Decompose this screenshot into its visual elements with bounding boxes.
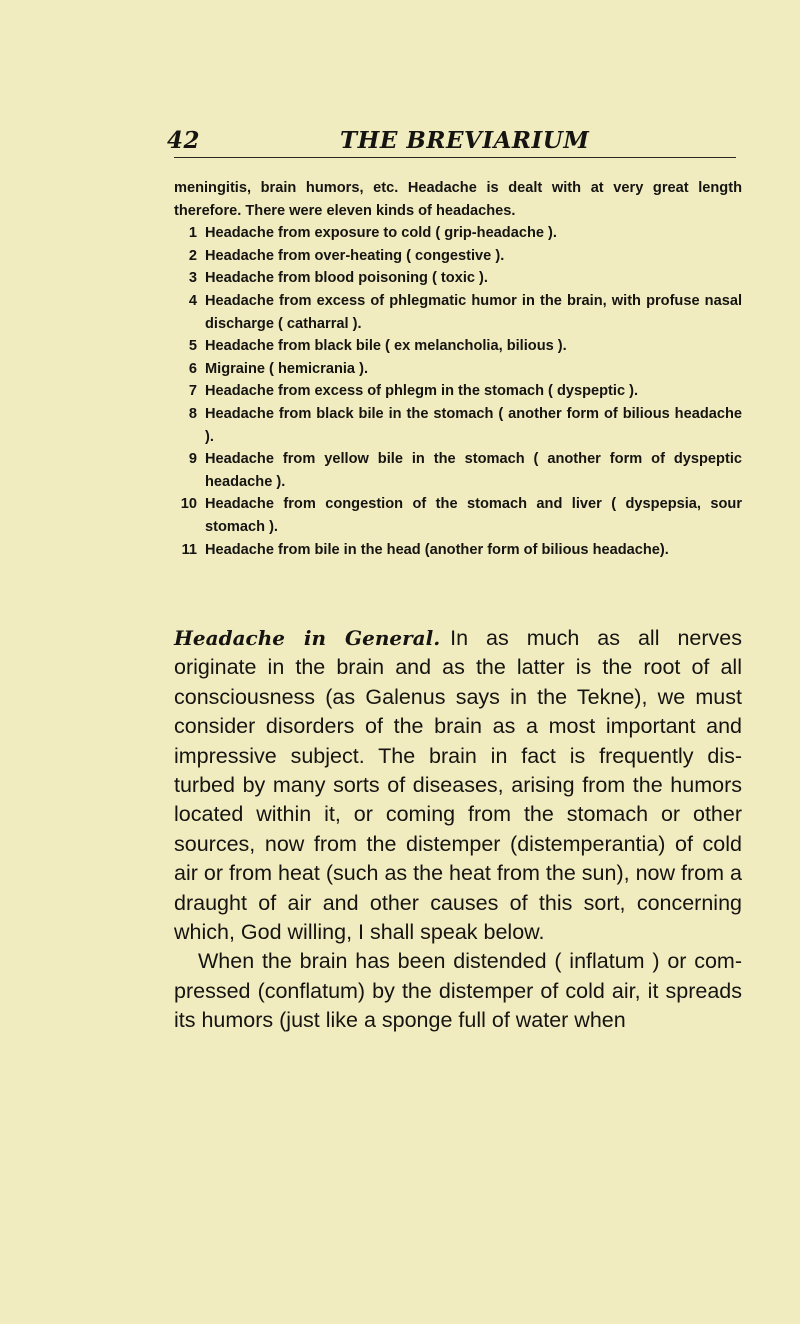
item-number: 8 [188,405,197,422]
running-head [150,124,740,158]
item-text: Headache from excess of phlegmatic humor in the brain, with profuse nasal discharge ( catharral ). [205,292,742,332]
item-number: 6 [188,360,197,377]
item-text: Headache from yellow bile in the stomach ( another form of dyspeptic headache ). [205,451,742,490]
item-number: 7 [188,383,197,400]
body-paragraph [174,624,742,947]
list-item [174,358,742,381]
page-number: 42 [167,127,201,154]
list-item [174,539,742,562]
item-text: Headache from bile in the head (another form of bilious headache). [205,541,669,558]
list-item [174,245,742,268]
item-number: 3 [188,270,197,287]
section-heading: Headache in General. [174,626,441,650]
body-paragraph: When the brain has been distended ( inflatum ) or com- pressed (conflatum) by the distemper of cold air, it spreads its humors (just like a sponge full of water when [174,949,742,1033]
item-text: Headache from excess of phlegm in the stomach ( dyspeptic ). [205,383,639,400]
item-text: Headache from over-heating ( congestive ). [205,247,505,264]
item-number: 9 [188,451,197,468]
item-text: Headache from blood poisoning ( toxic ). [205,270,488,287]
list-item [174,335,742,358]
item-number: 11 [181,541,197,558]
paragraph-text: In as much as all nerves originate in the brain and as the latter is the root of all consciousness (as Galenus says in the Tekne), we must consider disorders of the brain as a most important and impressive subject. The brain in fact is frequently dis- turbed by many sorts of diseases, arising from the humors located within it, or coming from the stomach or other sources, now from the distemper (distemperantia) of cold air or from heat (such as the heat from the sun), now from a draught of air and other causes of this sort, concerning which, God willing, I shall speak below. [174,626,742,945]
item-number: 2 [188,247,197,264]
item-number: 10 [180,496,197,513]
list-item [174,403,742,448]
running-title: THE BREVIARIUM [340,127,590,154]
list-item [174,493,742,538]
item-number: 1 [188,225,197,242]
item-number: 4 [188,292,197,309]
item-text: Headache from black bile ( ex melancholia, bilious ). [205,338,567,355]
list-item [174,290,742,335]
header-rule [174,157,736,158]
intro-paragraph: meningitis, brain humors, etc. Headache is dealt with at very great length therefore. There were eleven kinds of headaches. [174,180,742,219]
item-text: Migraine ( hemicrania ). [205,360,369,377]
list-item [174,222,742,245]
list-item [174,267,742,290]
list-item [174,448,742,493]
item-text: Headache from black bile in the stomach ( another form of bilious headache ). [205,405,742,445]
main-text [174,624,742,1036]
list-item [174,380,742,403]
item-text: Headache from exposure to cold ( grip-headache ). [205,225,557,242]
item-text: Headache from congestion of the stomach and liver ( dyspepsia, sour stomach ). [205,496,742,535]
headache-list [174,222,742,561]
item-number: 5 [188,338,197,355]
headache-summary [174,177,742,561]
